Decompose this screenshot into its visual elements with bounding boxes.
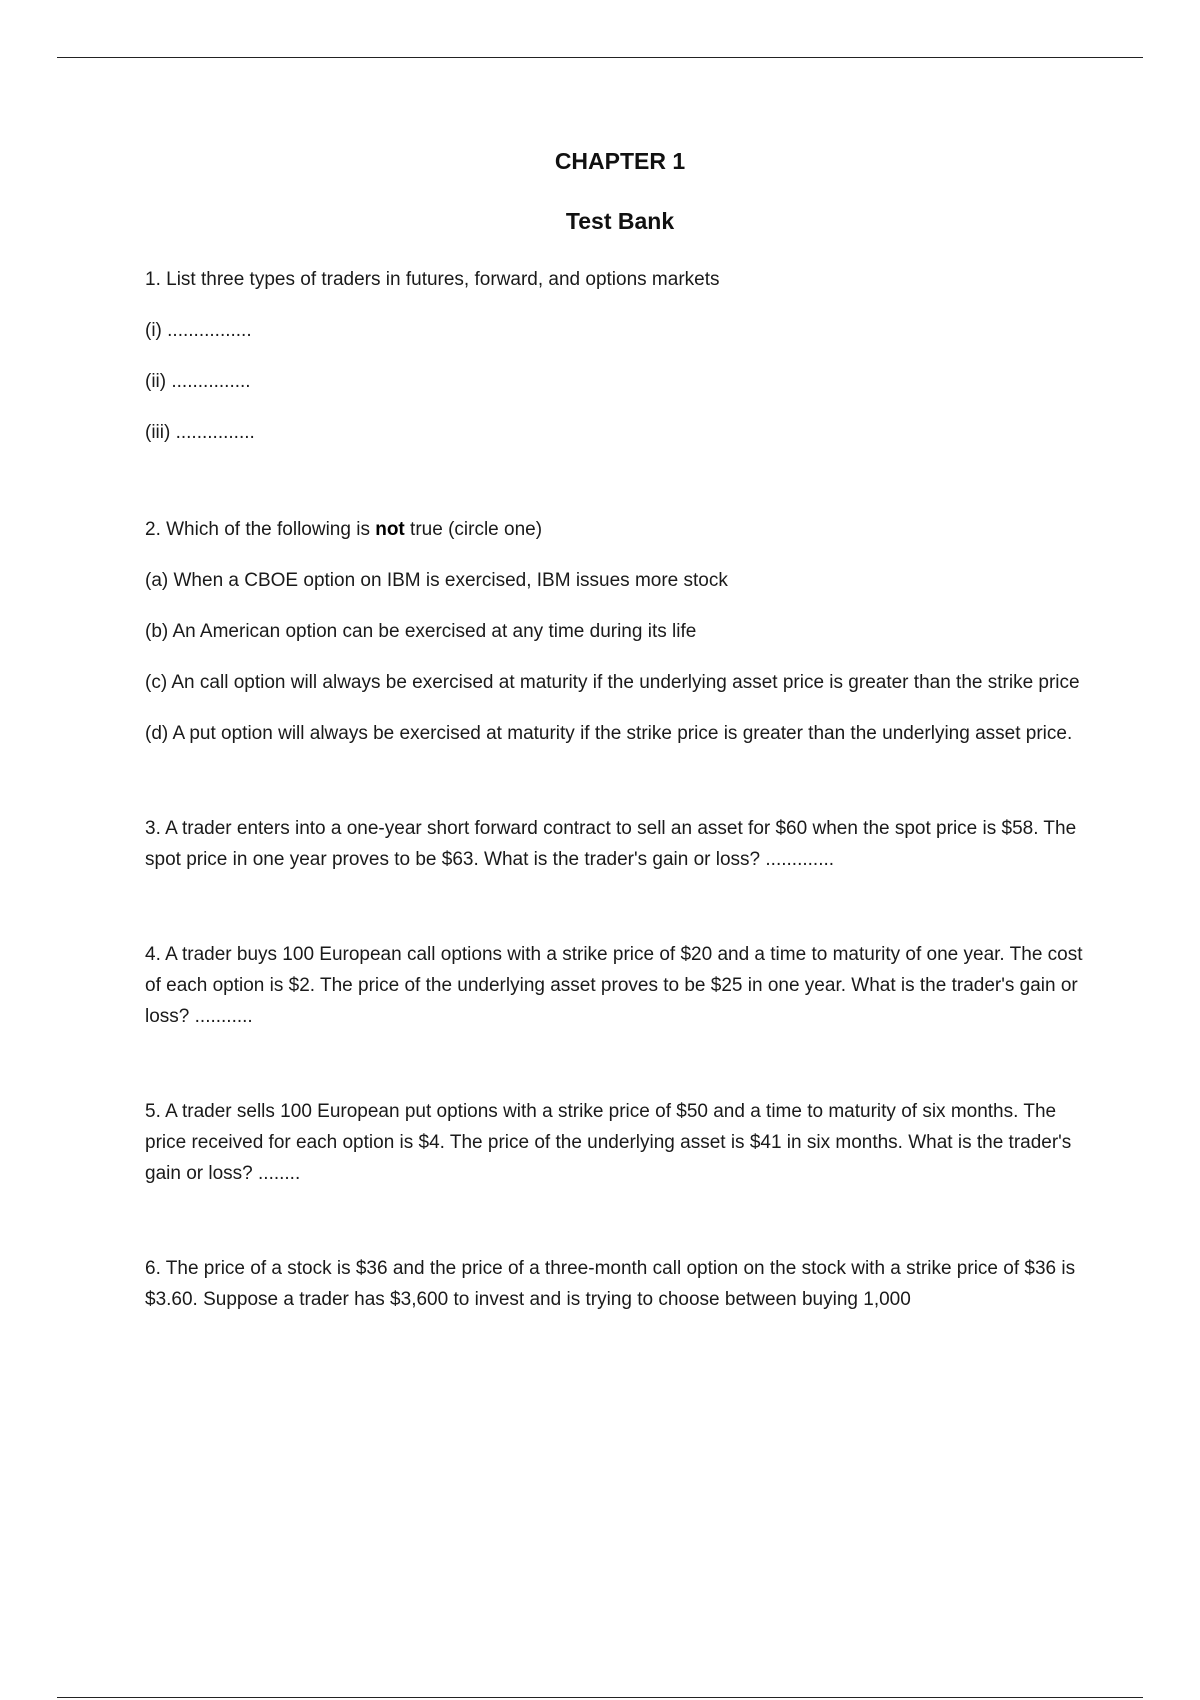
question-1	[145, 264, 1095, 448]
answer-blank-i: (i) ................	[145, 320, 252, 341]
question-list	[145, 264, 1095, 1315]
question-2-text-before: 2. Which of the following is	[145, 519, 376, 540]
question-6-text: 6. The price of a stock is $36 and the price of a three-month call option on the stock with a strike price of $36 is $3.60. Suppose a trader has $3,600 to invest and is trying to choose between buying 1,000	[145, 1258, 1076, 1310]
question-2	[145, 514, 1095, 749]
option-d: (d) A put option will always be exercised at maturity if the strike price is greater than the underlying asset price.	[145, 723, 1073, 744]
question-4-text: 4. A trader buys 100 European call options with a strike price of $20 and a time to maturity of one year. The cost of each option is $2. The price of the underlying asset proves to be $25 in one year. What is the trader's gain or loss? ...........	[145, 944, 1083, 1027]
test-bank-subtitle: Test Bank	[565, 208, 675, 234]
question-2-text-after: true (circle one)	[404, 519, 543, 540]
question-3-text: 3. A trader enters into a one-year short forward contract to sell an asset for $60 when the spot price is $58. The spot price in one year proves to be $63. What is the trader's gain or loss? .............	[145, 818, 1077, 870]
question-2-emphasis: not	[375, 519, 405, 540]
top-rule	[57, 57, 1143, 58]
answer-blank-iii: (iii) ...............	[145, 422, 255, 443]
option-a: (a) When a CBOE option on IBM is exercised, IBM issues more stock	[145, 570, 728, 591]
chapter-title: CHAPTER 1	[554, 148, 686, 174]
question-1-text: 1. List three types of traders in futures, forward, and options markets	[145, 269, 720, 290]
question-5-text: 5. A trader sells 100 European put options with a strike price of $50 and a time to maturity of six months. The price received for each option is $4. The price of the underlying asset is $41 in six months. What is the trader's gain or loss? ........	[145, 1101, 1072, 1184]
option-b: (b) An American option can be exercised at any time during its life	[145, 621, 697, 642]
option-c: (c) An call option will always be exercised at maturity if the underlying asset price is greater than the strike price	[145, 672, 1080, 693]
answer-blank-ii: (ii) ...............	[145, 371, 251, 392]
bottom-rule	[57, 1697, 1143, 1698]
question-2-text	[145, 514, 1095, 545]
